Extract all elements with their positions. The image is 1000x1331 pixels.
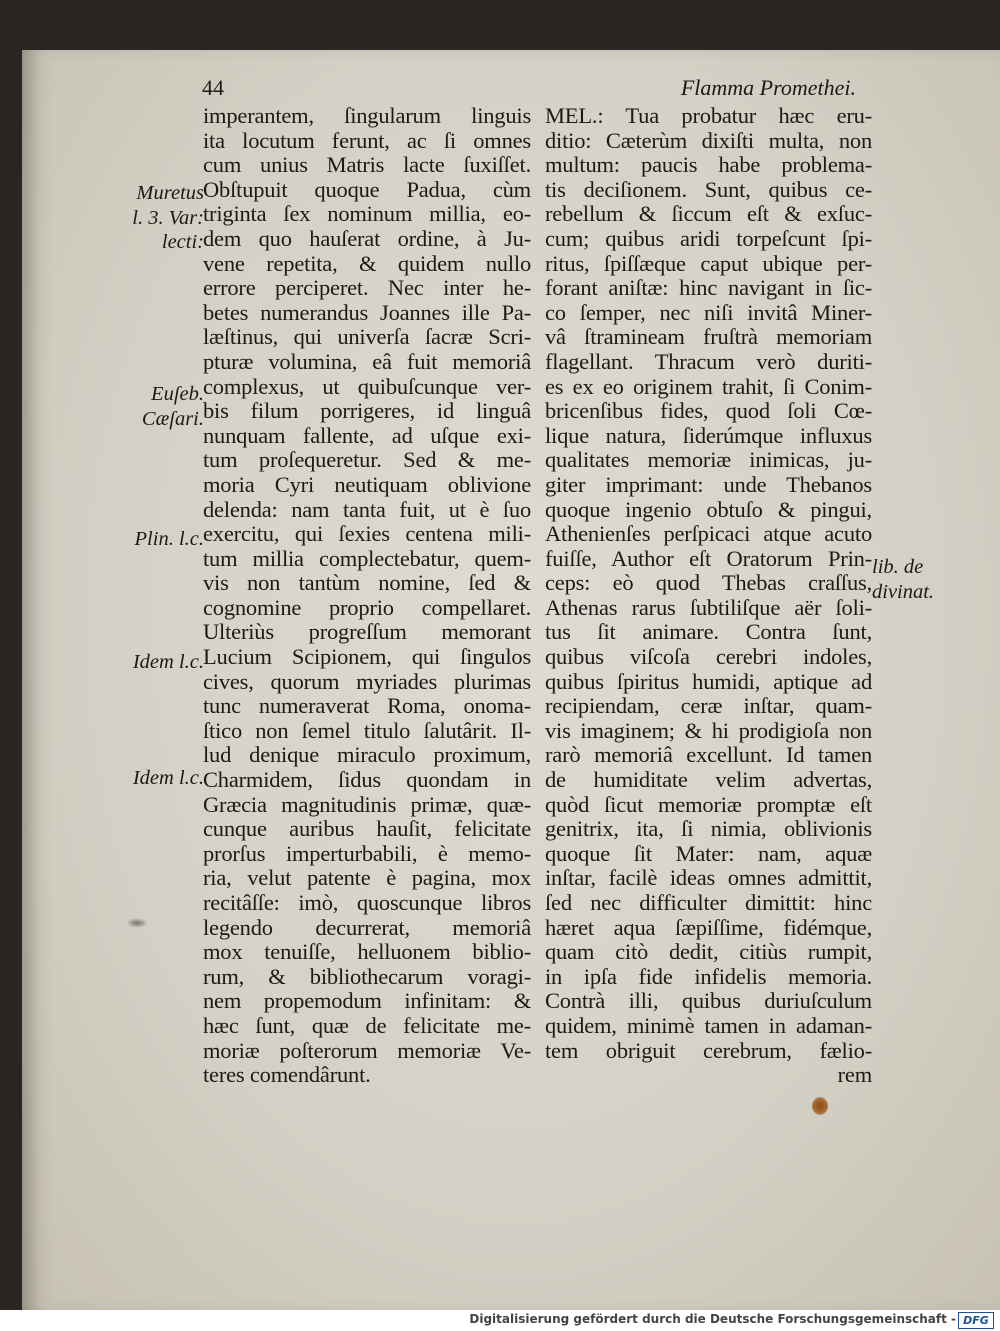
margin-note-line: lib. de bbox=[872, 556, 924, 578]
text-line: ſed nec difficulter dimittit: hinc bbox=[545, 890, 872, 915]
text-line: tus ſit animare. Contra ſunt, bbox=[545, 619, 872, 645]
text-line: rum, & bibliothecarum voragi- bbox=[203, 963, 531, 989]
text-line: moriæ poſterorum memoriæ Ve- bbox=[203, 1037, 531, 1063]
text-line: triginta ſex nominum millia, eo- bbox=[203, 201, 531, 227]
margin-note-muretus bbox=[100, 181, 204, 255]
text-line: ritus, ſpiſſæque caput ubique per- bbox=[545, 250, 872, 276]
text-line: fuiſſe, Author eſt Oratorum Prin- bbox=[545, 545, 872, 571]
text-line: rarò memoriâ excellunt. Id tamen bbox=[545, 742, 872, 768]
text-line: Athenas rarus ſubtiliſque aër ſoli- bbox=[545, 594, 872, 620]
text-line: Græcia magnitudinis primæ, quæ- bbox=[203, 791, 531, 817]
text-line: inſtar, facilè ideas omnes admittit, bbox=[545, 865, 872, 891]
text-line: de humiditate velim advertas, bbox=[545, 767, 872, 793]
text-line: MEL.: Tua probatur hæc eru- bbox=[545, 103, 872, 128]
text-line: legendo decurrerat, memoriâ bbox=[203, 914, 531, 940]
text-line: hæret aqua ſæpiſſime, fidémque, bbox=[545, 914, 872, 940]
text-line: co ſemper, nec niſi invitâ Miner- bbox=[545, 299, 872, 325]
text-line: betes numerandus Joannes ille Pa- bbox=[203, 299, 531, 325]
text-line: recipiendam, ceræ inſtar, quam- bbox=[545, 693, 872, 719]
paper-stain bbox=[812, 1097, 828, 1115]
text-line: qualitates memoriæ inimicas, ju- bbox=[545, 447, 872, 473]
text-line: bricenſibus fides, quod ſoli Cœ- bbox=[545, 398, 872, 424]
text-line: lique natura, ſiderúmque influxus bbox=[545, 422, 872, 448]
text-line: Charmidem, ſidus quondam in bbox=[203, 767, 531, 793]
text-line: genitrix, ita, ſi nimia, oblivionis bbox=[545, 816, 872, 842]
text-line: cum; quibus aridi torpeſcunt ſpi- bbox=[545, 225, 872, 251]
text-line: rebellum & ſiccum eſt & exſuc- bbox=[545, 201, 872, 227]
text-line: quam citò dedit, citiùs rumpit, bbox=[545, 939, 872, 965]
text-line: dem quo hauſerat ordine, à Ju- bbox=[203, 225, 531, 251]
margin-note-plinius bbox=[100, 527, 204, 552]
ink-smudge bbox=[126, 918, 148, 928]
text-line: ceps: eò quod Thebas craſſus, bbox=[545, 570, 872, 596]
text-line: Ulteriùs progreſſum memorant bbox=[203, 619, 531, 645]
text-line: delenda: nam tanta fuit, ut è ſuo bbox=[203, 496, 531, 522]
text-line: tis deciſionem. Sunt, quibus ce- bbox=[545, 176, 872, 202]
margin-note-idem-1 bbox=[100, 650, 204, 675]
text-line: quidem, minimè tamen in adaman- bbox=[545, 1012, 872, 1038]
margin-note-line: l. 3. Var: bbox=[132, 206, 204, 229]
text-line: hæc ſunt, quæ de felicitate me- bbox=[203, 1012, 531, 1038]
text-line: recitâſſe: imò, quoscunque libros bbox=[203, 890, 531, 915]
page-number: 44 bbox=[202, 75, 224, 100]
page-header bbox=[196, 75, 856, 105]
text-line: rem bbox=[837, 1062, 872, 1088]
text-line: vis imaginem; & hi prodigioſa non bbox=[545, 717, 872, 743]
text-line: teres comendârunt. bbox=[203, 1062, 371, 1088]
text-line: moria Cyri neutiquam oblivione bbox=[203, 471, 531, 497]
text-line: quibus viſcoſa cerebri indoles, bbox=[545, 644, 872, 670]
text-line: lud denique miraculo proximum, bbox=[203, 742, 531, 768]
margin-note-line: Idem l.c. bbox=[132, 651, 204, 673]
text-line: quòd ſicut memoriæ promptæ eſt bbox=[545, 791, 872, 817]
margin-note-divinatione bbox=[872, 555, 972, 604]
text-line: Athenienſes perſpicaci atque acuto bbox=[545, 521, 872, 547]
text-line: in ipſa fide infidelis memoria. bbox=[545, 963, 872, 989]
footer-credit: Digitalisierung gefördert durch die Deutsche Forschungsgemeinschaft - bbox=[469, 1312, 956, 1326]
text-line: ſtico non ſemel titulo ſalutârit. Il- bbox=[203, 717, 531, 743]
text-line: Contrà illi, quibus duriuſculum bbox=[545, 988, 872, 1014]
text-line: ditio: Cæterùm dixiſti multa, non bbox=[545, 127, 872, 153]
right-text-column bbox=[545, 104, 872, 1088]
text-line: giter imprimant: unde Thebanos bbox=[545, 471, 872, 497]
text-line: tunc numeraverat Roma, onoma- bbox=[203, 693, 531, 719]
text-line: vene repetita, & quidem nullo bbox=[203, 250, 531, 276]
text-line: complexus, ut quibuſcunque ver- bbox=[203, 373, 531, 399]
text-line: cives, quorum myriades plurimas bbox=[203, 668, 531, 694]
text-line: bis filum porrigeres, id linguâ bbox=[203, 398, 531, 424]
text-line: vis non tantùm nomine, ſed & bbox=[203, 570, 531, 596]
running-head: Flamma Promethei. bbox=[680, 75, 856, 100]
text-line: multum: paucis habe problema- bbox=[545, 152, 872, 178]
text-line: Lucium Scipionem, qui ſingulos bbox=[203, 644, 531, 670]
text-line: prorſus imperturbabili, è memo- bbox=[203, 840, 531, 866]
text-line: ita locutum ferunt, ac ſi omnes bbox=[203, 127, 531, 153]
text-line: cognomine proprio compellaret. bbox=[203, 594, 531, 620]
text-line: mox tenuiſſe, helluonem biblio- bbox=[203, 939, 531, 965]
text-line: tum proſequeretur. Sed & me- bbox=[203, 447, 531, 473]
text-line: es ex eo originem trahit, ſi Conim- bbox=[545, 373, 872, 399]
margin-note-line: Idem l.c. bbox=[132, 767, 204, 789]
text-line: læſtinus, qui univerſa ſacræ Scri- bbox=[203, 324, 531, 350]
text-line: tem obriguit cerebrum, fælio- bbox=[545, 1037, 872, 1063]
text-line: ria, velut patente è pagina, mox bbox=[203, 865, 531, 891]
text-line: pturæ volumina, eâ fuit memoriâ bbox=[203, 348, 531, 374]
margin-note-line: Plin. l.c. bbox=[134, 528, 204, 550]
margin-note-idem-2 bbox=[100, 766, 204, 791]
text-line: imperantem, ſingularum linguis bbox=[203, 103, 531, 128]
text-line: vâ ſtramineam fruſtrà memoriam bbox=[545, 324, 872, 350]
margin-note-eusebius bbox=[100, 382, 204, 431]
digitization-footer bbox=[0, 1310, 1000, 1331]
margin-note-line: lecti: bbox=[161, 231, 204, 254]
text-line: forant aniſtæ: hinc navigant in ſic- bbox=[545, 275, 872, 301]
text-line: quoque ingenio obtuſo & pingui, bbox=[545, 496, 872, 522]
dfg-logo: DFG bbox=[958, 1312, 994, 1329]
margin-note-line: Euſeb. bbox=[151, 383, 204, 405]
text-line: flagellant. Thracum verò duriti- bbox=[545, 348, 872, 374]
text-line: errore perciperet. Nec inter he- bbox=[203, 275, 531, 301]
margin-note-line: Muretus bbox=[136, 182, 204, 204]
text-line: Obſtupuit quoque Padua, cùm bbox=[203, 176, 531, 202]
margin-note-line: divinat. bbox=[872, 580, 935, 603]
text-line: quoque ſit Mater: nam, aquæ bbox=[545, 840, 872, 866]
text-line: tum millia complectebatur, quem- bbox=[203, 545, 531, 571]
text-line: cunque auribus hauſit, felicitate bbox=[203, 816, 531, 842]
text-line: nunquam fallente, ad uſque exi- bbox=[203, 422, 531, 448]
left-text-column bbox=[203, 104, 531, 1088]
text-line: nem propemodum infinitam: & bbox=[203, 988, 531, 1014]
text-line: quibus ſpiritus humidi, aptique ad bbox=[545, 668, 872, 694]
text-line: exercitu, qui ſexies centena mili- bbox=[203, 521, 531, 547]
margin-note-line: Cæſari. bbox=[141, 407, 204, 430]
text-line: cum unius Matris lacte ſuxiſſet. bbox=[203, 152, 531, 178]
